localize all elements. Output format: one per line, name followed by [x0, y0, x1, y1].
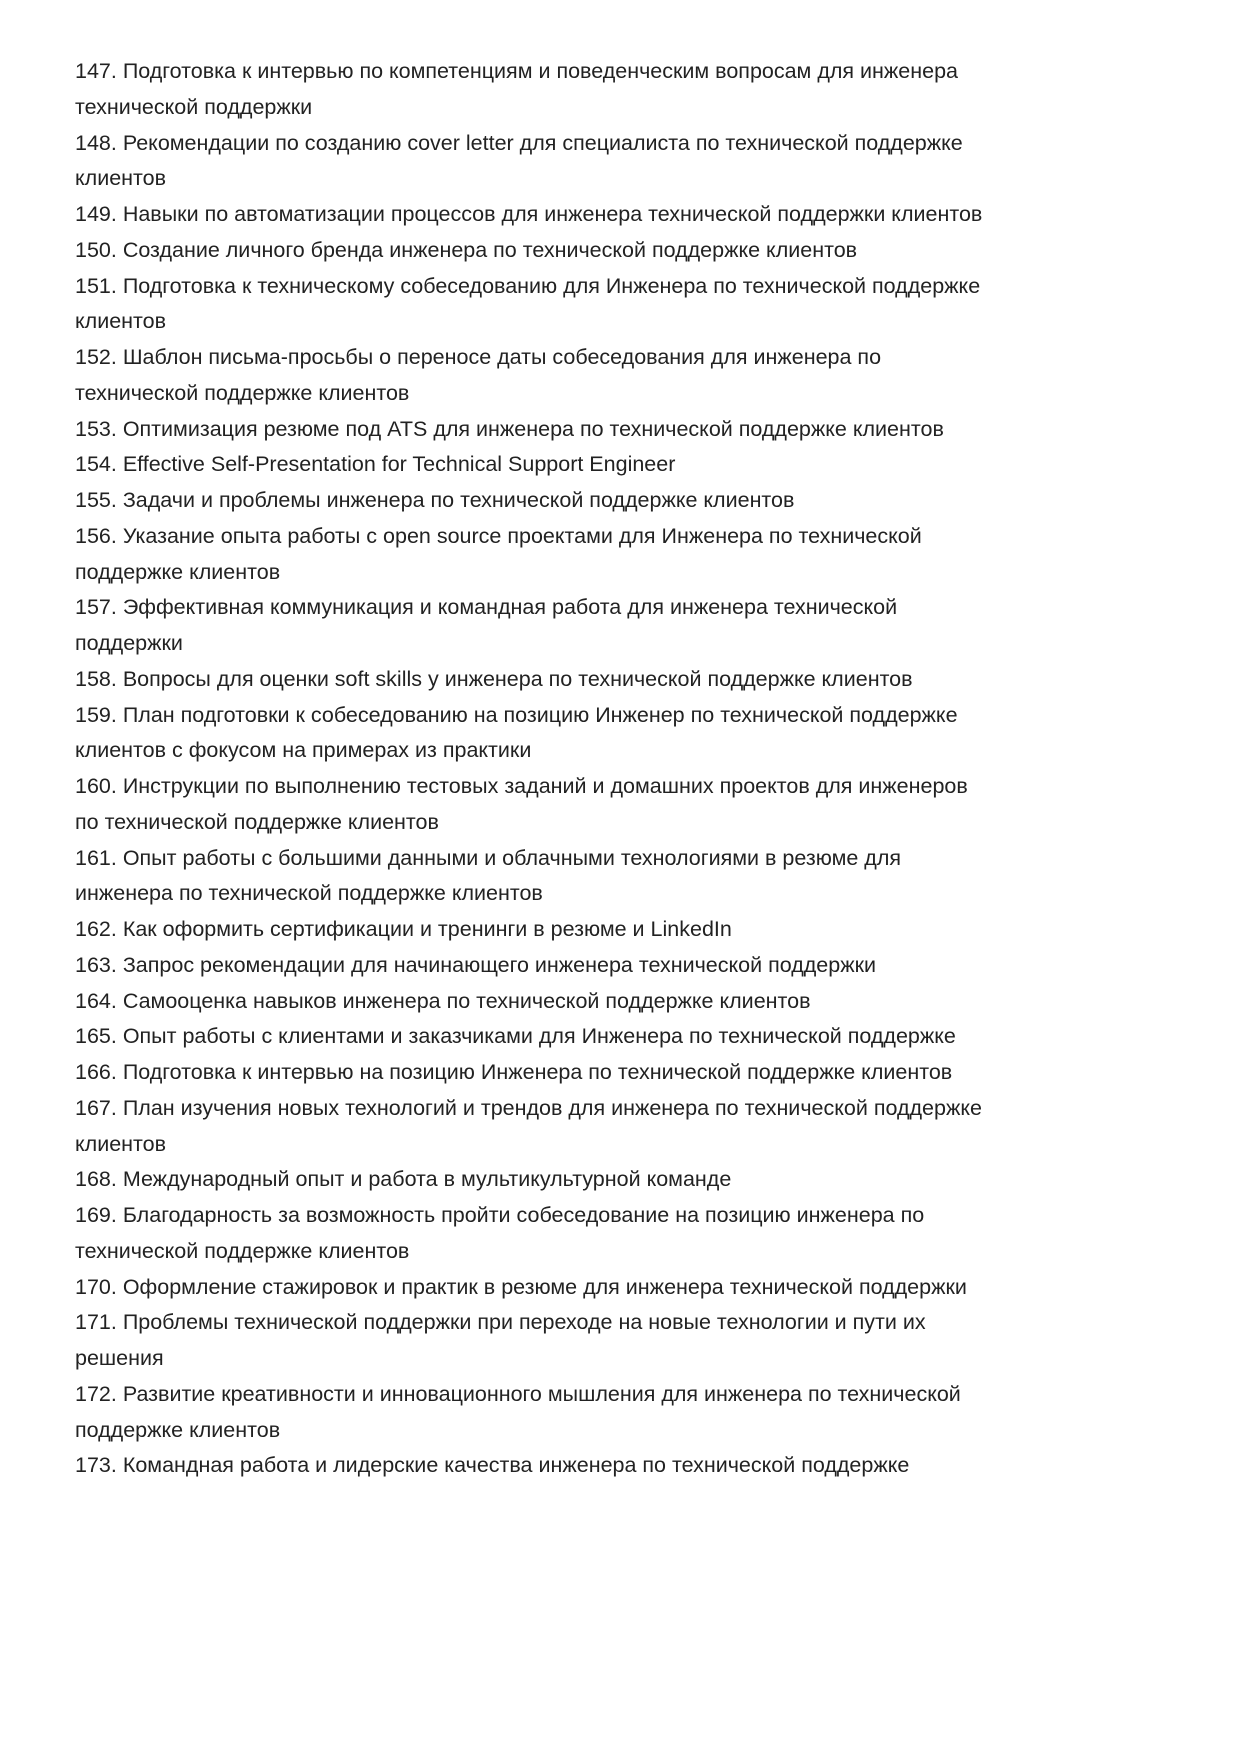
list-item — [75, 769, 982, 841]
list-item-line: 168. Международный опыт и работа в мультикультурной команде — [75, 1167, 732, 1192]
list-item-line: поддержке клиентов — [75, 559, 281, 584]
list-item-line: 164. Самооценка навыков инженера по технической поддержке клиентов — [75, 988, 811, 1013]
list-item — [75, 1270, 982, 1306]
list-item-line: клиентов — [75, 1131, 167, 1156]
list-item — [75, 1091, 982, 1163]
list-item-line: 165. Опыт работы с клиентами и заказчиками для Инженера по технической поддержке — [75, 1024, 956, 1049]
list-item-line: 156. Указание опыта работы с open source проектами для Инженера по технической — [75, 523, 922, 548]
list-item — [75, 1055, 982, 1091]
list-item-line: 147. Подготовка к интервью по компетенциям и поведенческим вопросам для инженера — [75, 59, 958, 83]
list-item-line: технической поддержке клиентов — [75, 1238, 410, 1263]
list-item-line: по технической поддержке клиентов — [75, 809, 439, 834]
list-item — [75, 1198, 982, 1270]
list-item-line: 153. Оптимизация резюме под ATS для инженера по технической поддержке клиентов — [75, 416, 944, 441]
list-item-line: 150. Создание личного бренда инженера по технической поддержке клиентов — [75, 237, 858, 262]
list-item — [75, 698, 982, 770]
list-item — [75, 1162, 982, 1198]
list-item-line: 163. Запрос рекомендации для начинающего инженера технической поддержки — [75, 952, 877, 977]
list-item-line: 173. Командная работа и лидерские качества инженера по технической поддержке — [75, 1453, 910, 1478]
list-item-line: 154. Effective Self-Presentation for Technical Support Engineer — [75, 452, 676, 477]
list-item-line: технической поддержки — [75, 94, 313, 119]
list-item-line: 151. Подготовка к техническому собеседованию для Инженера по технической поддержке — [75, 273, 981, 298]
list-item-line: решения — [75, 1346, 164, 1370]
list-item — [75, 197, 982, 233]
list-item-line: 167. План изучения новых технологий и трендов для инженера по технической поддержке — [75, 1095, 982, 1120]
list-item-line: клиентов с фокусом на примерах из практики — [75, 738, 532, 763]
list-item-line: 159. План подготовки к собеседованию на позицию Инженер по технической поддержке — [75, 702, 958, 727]
list-item — [75, 590, 982, 662]
list-item — [75, 447, 982, 483]
list-item-line: 170. Оформление стажировок и практик в резюме для инженера технической поддержки — [75, 1274, 967, 1299]
list-item — [75, 340, 982, 412]
list-item — [75, 519, 982, 591]
list-item — [75, 269, 982, 341]
list-item — [75, 412, 982, 448]
list-item-line: 149. Навыки по автоматизации процессов для инженера технической поддержки клиентов — [75, 202, 983, 226]
list-item-line: поддержке клиентов — [75, 1417, 281, 1442]
list-item — [75, 233, 982, 269]
list-item-line: 161. Опыт работы с большими данными и облачными технологиями в резюме для — [75, 845, 902, 870]
list-item-line: 148. Рекомендации по созданию cover letter для специалиста по технической поддержке — [75, 130, 963, 155]
list-item — [75, 1377, 982, 1449]
document-list — [75, 54, 982, 1484]
list-item-line: 152. Шаблон письма-просьбы о переносе даты собеседования для инженера по — [75, 345, 882, 369]
list-item-line: 160. Инструкции по выполнению тестовых заданий и домашних проектов для инженеров — [75, 774, 968, 798]
list-item — [75, 948, 982, 984]
list-item-line: технической поддержке клиентов — [75, 380, 410, 405]
list-item-line: поддержки — [75, 631, 183, 655]
list-item-line: 157. Эффективная коммуникация и командная работа для инженера технической — [75, 595, 898, 620]
list-item — [75, 126, 982, 198]
list-item-line: 166. Подготовка к интервью на позицию Инженера по технической поддержке клиентов — [75, 1060, 953, 1084]
list-item-line: 158. Вопросы для оценки soft skills у инженера по технической поддержке клиентов — [75, 666, 913, 691]
list-item-line: клиентов — [75, 309, 167, 334]
list-item — [75, 1448, 982, 1484]
list-item — [75, 54, 982, 126]
list-item — [75, 841, 982, 913]
list-item — [75, 1019, 982, 1055]
list-item-line: инженера по технической поддержке клиентов — [75, 881, 543, 906]
list-item-line: 169. Благодарность за возможность пройти собеседование на позицию инженера по — [75, 1203, 925, 1227]
list-item-line: клиентов — [75, 166, 167, 191]
list-item — [75, 984, 982, 1020]
list-item-line: 162. Как оформить сертификации и тренинги в резюме и LinkedIn — [75, 917, 732, 941]
list-item — [75, 662, 982, 698]
list-item-line: 155. Задачи и проблемы инженера по технической поддержке клиентов — [75, 488, 795, 512]
list-item-line: 172. Развитие креативности и инновационного мышления для инженера по технической — [75, 1381, 961, 1406]
list-item — [75, 483, 982, 519]
list-item — [75, 1305, 982, 1377]
list-item-line: 171. Проблемы технической поддержки при переходе на новые технологии и пути их — [75, 1310, 926, 1335]
list-item — [75, 912, 982, 948]
